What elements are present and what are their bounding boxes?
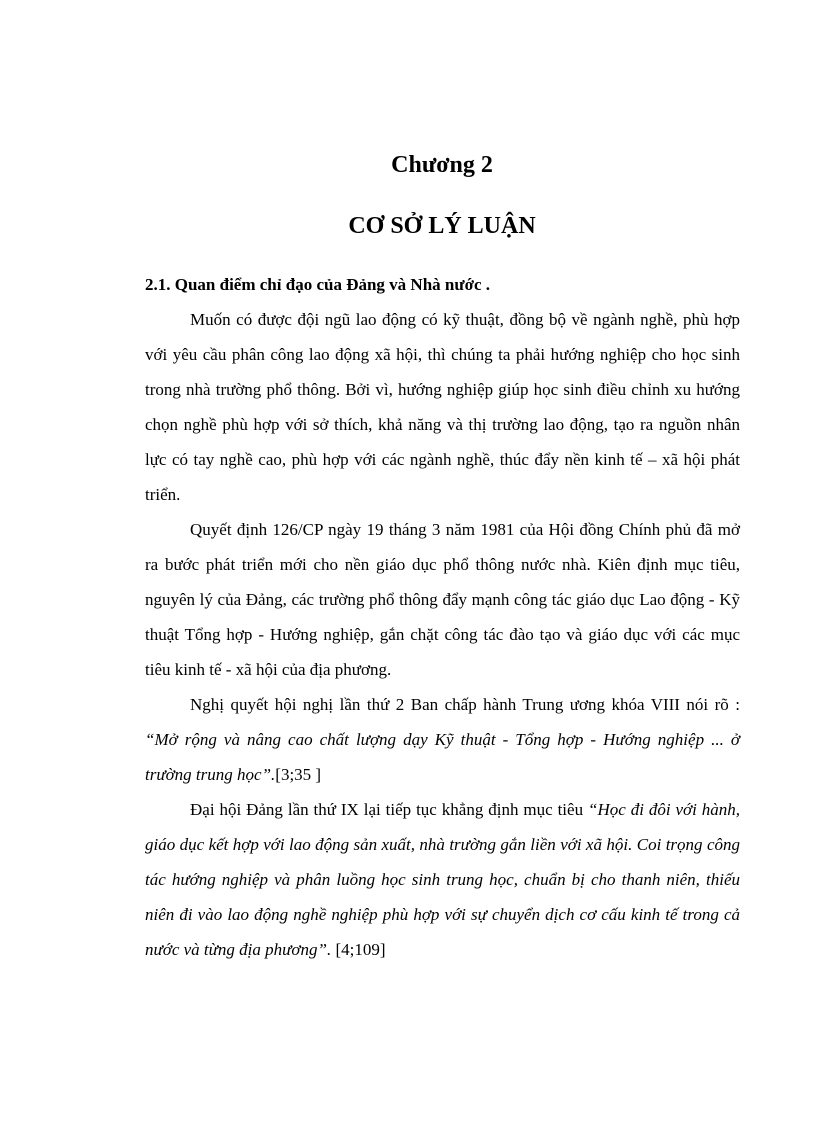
paragraph-3-citation: [3;35 ] [275, 765, 322, 784]
paragraph-1: Muốn có được đội ngũ lao động có kỹ thuật, đồng bộ về ngành nghề, phù hợp với yêu cầu phân công lao động xã hội, thì chúng ta phải hướng nghiệp cho học sinh trong nhà trường phổ thông. Bởi vì, hướng nghiệp giúp học sinh điều chỉnh xu hướng chọn nghề phù hợp với sở thích, khả năng và thị trường lao động, tạo ra nguồn nhân lực có tay nghề cao, phù hợp với các ngành nghề, thúc đẩy nền kinh tế – xã hội phát triển. [145, 310, 740, 504]
paragraph-3 [145, 687, 740, 792]
paragraph-4-quote: “Học đi đôi với hành, giáo dục kết hợp với lao động sản xuất, nhà trường gắn liền với xã hội. Coi trọng công tác hướng nghiệp và phân luồng học sinh trung học, chuẩn bị cho thanh niên, thiếu niên đi vào lao động nghề nghiệp phù hợp với sự chuyển dịch cơ cấu kinh tế trong cả nước và từng địa phương”. [145, 800, 740, 959]
paragraph-4-lead: Đại hội Đảng lần thứ IX lại tiếp tục khẳng định mục tiêu [190, 800, 588, 819]
section-heading: 2.1. Quan điểm chỉ đạo của Đảng và Nhà nước . [145, 275, 491, 294]
paragraph-4 [145, 792, 740, 967]
paragraph-4-citation: [4;109] [331, 940, 386, 959]
paragraph-3-lead: Nghị quyết hội nghị lần thứ 2 Ban chấp hành Trung ương khóa VIII nói rõ : [190, 695, 740, 714]
body-text [145, 302, 740, 967]
paragraph-3-quote: “Mở rộng và nâng cao chất lượng dạy Kỹ thuật - Tổng hợp - Hướng nghiệp ... ở trường trung học”. [145, 730, 740, 784]
chapter-number: Chương 2 [391, 152, 493, 178]
chapter-title: CƠ SỞ LÝ LUẬN [348, 213, 536, 239]
paragraph-2: Quyết định 126/CP ngày 19 tháng 3 năm 1981 của Hội đồng Chính phủ đã mở ra bước phát triển mới cho nền giáo dục phổ thông nước nhà. Kiên định mục tiêu, nguyên lý của Đảng, các trường phổ thông đẩy mạnh công tác giáo dục Lao động - Kỹ thuật Tổng hợp - Hướng nghiệp, gắn chặt công tác đào tạo và giáo dục với các mục tiêu kinh tế - xã hội của địa phương. [145, 520, 740, 679]
